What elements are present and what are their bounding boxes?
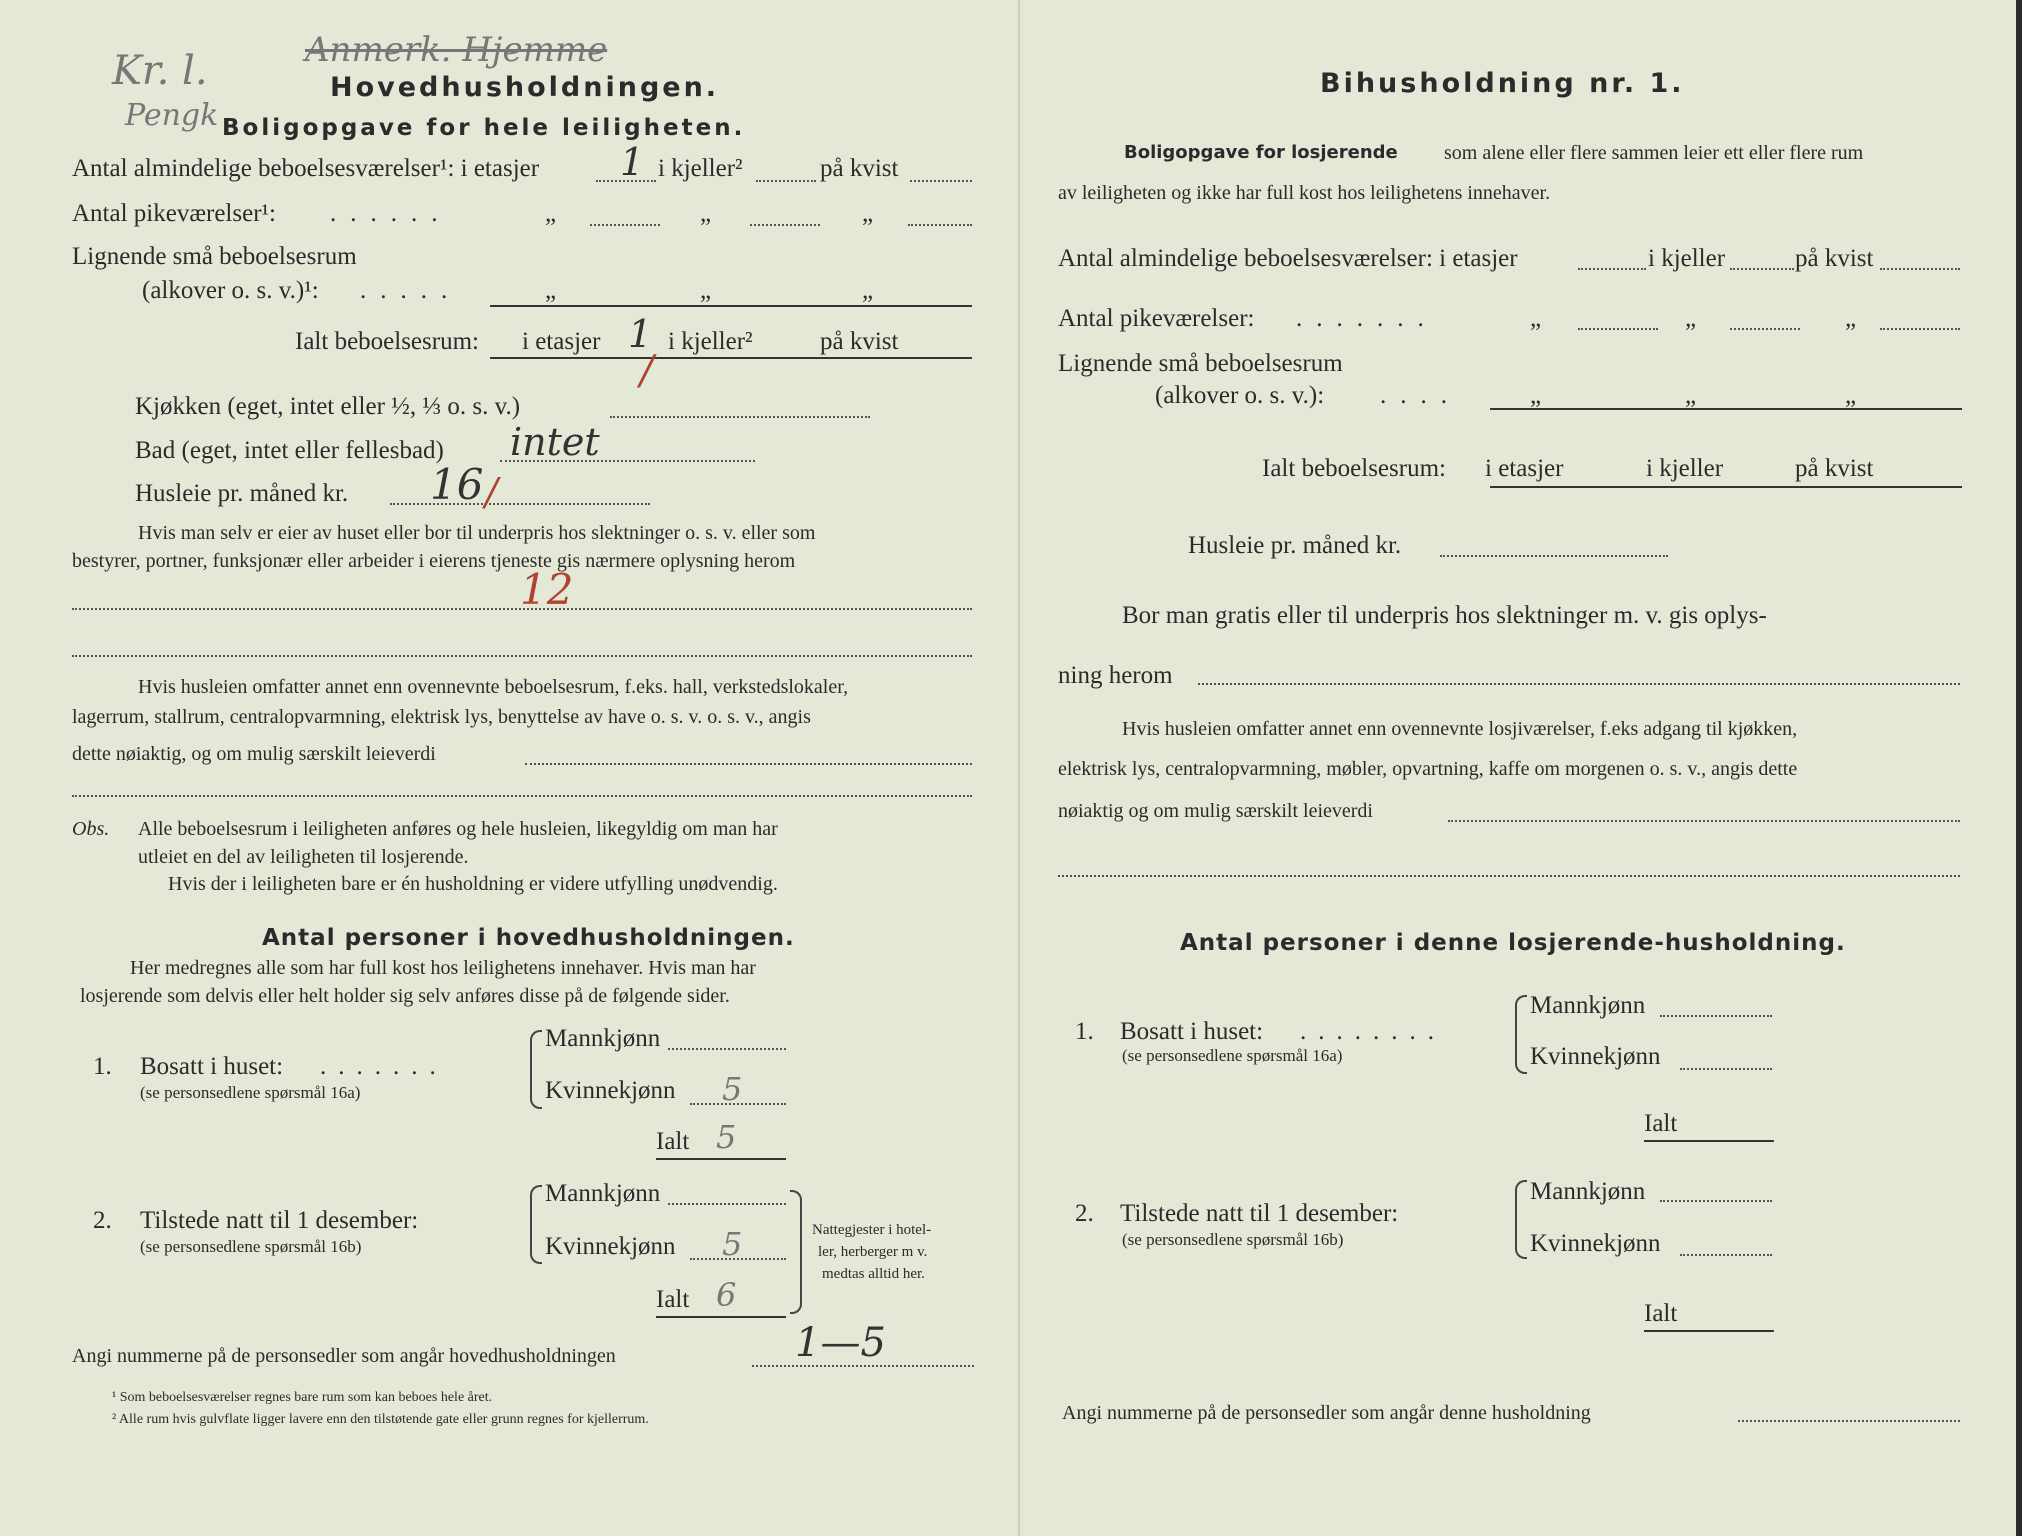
right-omfatter-field-1[interactable] (1448, 820, 1960, 822)
right-q1-mann-field[interactable] (1660, 1015, 1772, 1017)
q1-mann-field[interactable] (668, 1048, 786, 1050)
husleie-label: Husleie pr. måned kr. (135, 480, 349, 507)
right-omfatter-text-2: elektrisk lys, centralopvarmning, møbler, opvartning, kaffe om morgenen o. s. v., angis dette (1058, 758, 1798, 780)
right-q1-dots: ........ (1300, 1018, 1446, 1045)
ialt-etasjer-value: 1 (628, 312, 653, 356)
page-fold (1018, 0, 1020, 1536)
right-q2-mann-field[interactable] (1660, 1200, 1772, 1202)
right-q2-number: 2. (1075, 1200, 1094, 1227)
right-q1-ialt-label: Ialt (1644, 1110, 1678, 1137)
eier-field-2[interactable] (72, 655, 972, 657)
q2-number: 2. (93, 1207, 112, 1234)
q1-sublabel: (se personsedlene spørsmål 16a) (140, 1083, 361, 1102)
right-intro-2: av leiligheten og ikke har full kost hos leilighetens innehaver. (1058, 182, 1551, 204)
q1-kvinne-value: 5 (722, 1070, 743, 1108)
nattegjester-note-1: Nattegjester i hotel- (812, 1222, 932, 1238)
right-q2-brace (1515, 1180, 1527, 1259)
right-omfatter-field-2[interactable] (1058, 875, 1960, 877)
right-lignende-label-2: (alkover o. s. v.): (1155, 382, 1325, 409)
right-husleie-field[interactable] (1440, 555, 1668, 557)
right-rooms-etasjer-field[interactable] (1578, 268, 1646, 270)
lignende-rule (490, 305, 972, 307)
bad-label: Bad (eget, intet eller fellesbad) (135, 437, 444, 464)
q2-ialt-label: Ialt (656, 1286, 690, 1313)
husleie-red-mark: / (485, 470, 498, 514)
right-lignende-label-1: Lignende små beboelsesrum (1058, 350, 1343, 377)
right-q1-sublabel: (se personsedlene spørsmål 16a) (1122, 1046, 1343, 1065)
right-pike-etasjer-field[interactable] (1578, 328, 1658, 330)
right-ialt-etasjer-label: i etasjer (1485, 455, 1564, 482)
rooms-kvist-label: på kvist (820, 155, 899, 182)
persons-text-2: losjerende som delvis eller helt holder sig selv anføres disse på de følgende sider. (80, 985, 730, 1007)
right-q2-mann-label: Mannkjønn (1530, 1178, 1646, 1205)
right-q2-label: Tilstede natt til 1 desember: (1120, 1200, 1399, 1227)
ialt-kvist-label: på kvist (820, 328, 899, 355)
right-angi-field[interactable] (1738, 1420, 1960, 1422)
q2-brace (530, 1185, 542, 1264)
q2-kvinne-label: Kvinnekjønn (545, 1233, 676, 1260)
q1-ialt-rule (656, 1158, 786, 1160)
q2-mann-field[interactable] (668, 1203, 786, 1205)
right-q1-number: 1. (1075, 1018, 1094, 1045)
right-omfatter-text-3: nøiaktig og om mulig særskilt leieverdi (1058, 800, 1373, 822)
lignende-dots: ..... (360, 277, 462, 304)
omfatter-field-1[interactable] (525, 763, 972, 765)
right-lignende-ditto-1: „ (1530, 382, 1542, 409)
eier-text-1: Hvis man selv er eier av huset eller bor til underpris hos slektninger o. s. v. eller som (138, 522, 816, 544)
ialt-etasjer-label: i etasjer (522, 328, 601, 355)
ialt-rooms-rule (490, 357, 972, 359)
right-angi-label: Angi nummerne på de personsedler som angår denne husholdning (1062, 1402, 1591, 1424)
page-edge (2016, 0, 2022, 1536)
omfatter-field-2[interactable] (72, 795, 972, 797)
omfatter-text-1: Hvis husleien omfatter annet enn ovennevnte beboelsesrum, f.eks. hall, verkstedslokaler, (138, 676, 849, 698)
husleie-value: 16 (430, 460, 484, 509)
q1-mann-label: Mannkjønn (545, 1025, 661, 1052)
pike-ditto-1: „ (545, 200, 557, 227)
right-husleie-label: Husleie pr. måned kr. (1188, 532, 1402, 559)
right-q1-brace (1515, 995, 1527, 1074)
obs-text-2: utleiet en del av leiligheten til losjerende. (138, 846, 469, 868)
right-rooms-kvist-label: på kvist (1795, 245, 1874, 272)
handwritten-corner-note-2: Pengk (125, 98, 219, 133)
nattegjester-note-2: ler, herberger m v. (818, 1244, 928, 1260)
lignende-ditto-2: „ (700, 277, 712, 304)
right-pike-ditto-3: „ (1845, 305, 1857, 332)
q1-dots: ....... (320, 1053, 448, 1080)
obs-text-3: Hvis der i leiligheten bare er én husholdning er videre utfylling unødvendig. (168, 873, 778, 895)
q1-ialt-value: 5 (716, 1118, 737, 1156)
right-pike-ditto-1: „ (1530, 305, 1542, 332)
right-ialt-rule (1490, 486, 1962, 488)
kjokken-field[interactable] (610, 416, 870, 418)
lignende-ditto-1: „ (545, 277, 557, 304)
right-q1-mann-label: Mannkjønn (1530, 992, 1646, 1019)
right-q2-ialt-label: Ialt (1644, 1300, 1678, 1327)
right-rooms-label: Antal almindelige beboelsesværelser: i etasjer (1058, 245, 1518, 272)
q2-ialt-rule (656, 1316, 786, 1318)
right-q2-ialt-rule (1644, 1330, 1774, 1332)
right-lignende-dots: .... (1380, 382, 1461, 409)
right-rooms-kjeller-label: i kjeller (1648, 245, 1726, 272)
right-lignende-ditto-2: „ (1685, 382, 1697, 409)
right-intro-bold: Boligopgave for losjerende (1124, 142, 1398, 163)
obs-label: Obs. (72, 818, 110, 840)
pike-label: Antal pikeværelser¹: (72, 200, 276, 227)
footnote-2: ² Alle rum hvis gulvflate ligger lavere enn den tilstøtende gate eller grunn regnes for kjellerrum. (112, 1412, 649, 1427)
dwelling-subtitle: Boligopgave for hele leiligheten. (222, 115, 746, 141)
q1-brace (530, 1030, 542, 1109)
pike-ditto-3: „ (862, 200, 874, 227)
q1-ialt-label: Ialt (656, 1128, 690, 1155)
pike-kjeller-field[interactable] (750, 224, 820, 226)
kjokken-label: Kjøkken (eget, intet eller ½, ⅓ o. s. v.) (135, 393, 521, 420)
main-household-title: Hovedhusholdningen. (330, 72, 720, 103)
right-ialt-kjeller-label: i kjeller (1646, 455, 1724, 482)
pike-etasjer-field[interactable] (590, 224, 660, 226)
q2-ialt-value: 6 (716, 1276, 737, 1314)
right-q1-kvinne-label: Kvinnekjønn (1530, 1043, 1661, 1070)
right-rooms-kjeller-field[interactable] (1730, 268, 1794, 270)
eier-text-2: bestyrer, portner, funksjonær eller arbeider i eierens tjeneste gis nærmere oplysning herom (72, 550, 796, 572)
pike-kvist-field[interactable] (908, 224, 972, 226)
right-pike-ditto-2: „ (1685, 305, 1697, 332)
right-ialt-kvist-label: på kvist (1795, 455, 1874, 482)
ialt-rooms-label: Ialt beboelsesrum: (295, 328, 479, 355)
right-intro-1: som alene eller flere sammen leier ett eller flere rum (1444, 142, 1864, 164)
lignende-label-1: Lignende små beboelsesrum (72, 243, 357, 270)
bad-value: intet (510, 420, 600, 464)
angi-value: 1—5 (795, 1320, 886, 1366)
right-q2-sublabel: (se personsedlene spørsmål 16b) (1122, 1230, 1344, 1249)
rooms-label: Antal almindelige beboelsesværelser¹: i etasjer (72, 155, 540, 182)
ialt-kjeller-label: i kjeller² (668, 328, 753, 355)
handwritten-struck-note: Anmerk. Hjemme (305, 30, 608, 70)
herom-value: 12 (520, 565, 574, 614)
footnote-1: ¹ Som beboelsesværelser regnes bare rum som kan beboes hele året. (112, 1390, 493, 1405)
right-gratis-field[interactable] (1198, 683, 1960, 685)
right-persons-title: Antal personer i denne losjerende-husholdning. (1180, 930, 1846, 956)
q2-right-brace (790, 1190, 802, 1314)
omfatter-text-2: lagerrum, stallrum, centralopvarmning, elektrisk lys, benyttelse av have o. s. v. o. s. v., angis (72, 706, 811, 728)
sub-household-title: Bihusholdning nr. 1. (1320, 68, 1685, 99)
husleie-field[interactable] (390, 503, 650, 505)
right-gratis-text-1: Bor man gratis eller til underpris hos slektninger m. v. gis oplys- (1122, 602, 1767, 629)
rooms-kjeller-label: i kjeller² (658, 155, 743, 182)
red-check-mark: / (640, 348, 654, 394)
rooms-kjeller-field[interactable] (756, 180, 816, 182)
pike-ditto-2: „ (700, 200, 712, 227)
q2-sublabel: (se personsedlene spørsmål 16b) (140, 1237, 362, 1256)
q1-kvinne-label: Kvinnekjønn (545, 1077, 676, 1104)
rooms-etasjer-value: 1 (620, 140, 645, 184)
lignende-ditto-3: „ (862, 277, 874, 304)
q1-label: Bosatt i huset: (140, 1053, 284, 1080)
eier-field-1[interactable] (72, 608, 972, 610)
pike-dots: ...... (330, 200, 452, 227)
lignende-label-2: (alkover o. s. v.)¹: (142, 277, 319, 304)
q1-number: 1. (93, 1053, 112, 1080)
persons-title: Antal personer i hovedhusholdningen. (262, 925, 795, 951)
right-gratis-text-2: ning herom (1058, 662, 1173, 689)
right-q1-ialt-rule (1644, 1140, 1774, 1142)
handwritten-corner-note-1: Kr. l. (112, 48, 208, 94)
right-pike-dots: ....... (1296, 305, 1438, 332)
q2-kvinne-value: 5 (722, 1225, 743, 1263)
right-omfatter-text-1: Hvis husleien omfatter annet enn ovennevnte losjiværelser, f.eks adgang til kjøkken, (1122, 718, 1798, 740)
right-q2-kvinne-label: Kvinnekjønn (1530, 1230, 1661, 1257)
nattegjester-note-3: medtas alltid her. (822, 1266, 925, 1282)
obs-text-1: Alle beboelsesrum i leiligheten anføres og hele husleien, likegyldig om man har (138, 818, 778, 840)
q2-mann-label: Mannkjønn (545, 1180, 661, 1207)
rooms-kvist-field[interactable] (910, 180, 972, 182)
persons-text-1: Her medregnes alle som har full kost hos leilighetens innehaver. Hvis man har (130, 957, 756, 979)
right-lignende-ditto-3: „ (1845, 382, 1857, 409)
q2-label: Tilstede natt til 1 desember: (140, 1207, 419, 1234)
right-lignende-rule (1490, 408, 1962, 410)
right-q1-kvinne-field[interactable] (1680, 1068, 1772, 1070)
right-pike-kjeller-field[interactable] (1730, 328, 1800, 330)
right-q1-label: Bosatt i huset: (1120, 1018, 1264, 1045)
angi-label: Angi nummerne på de personsedler som angår hovedhusholdningen (72, 1345, 616, 1367)
right-pike-label: Antal pikeværelser: (1058, 305, 1255, 332)
right-rooms-kvist-field[interactable] (1880, 268, 1960, 270)
right-q2-kvinne-field[interactable] (1680, 1254, 1772, 1256)
right-pike-kvist-field[interactable] (1880, 328, 1960, 330)
omfatter-text-3: dette nøiaktig, og om mulig særskilt leieverdi (72, 743, 436, 765)
right-ialt-rooms-label: Ialt beboelsesrum: (1262, 455, 1446, 482)
